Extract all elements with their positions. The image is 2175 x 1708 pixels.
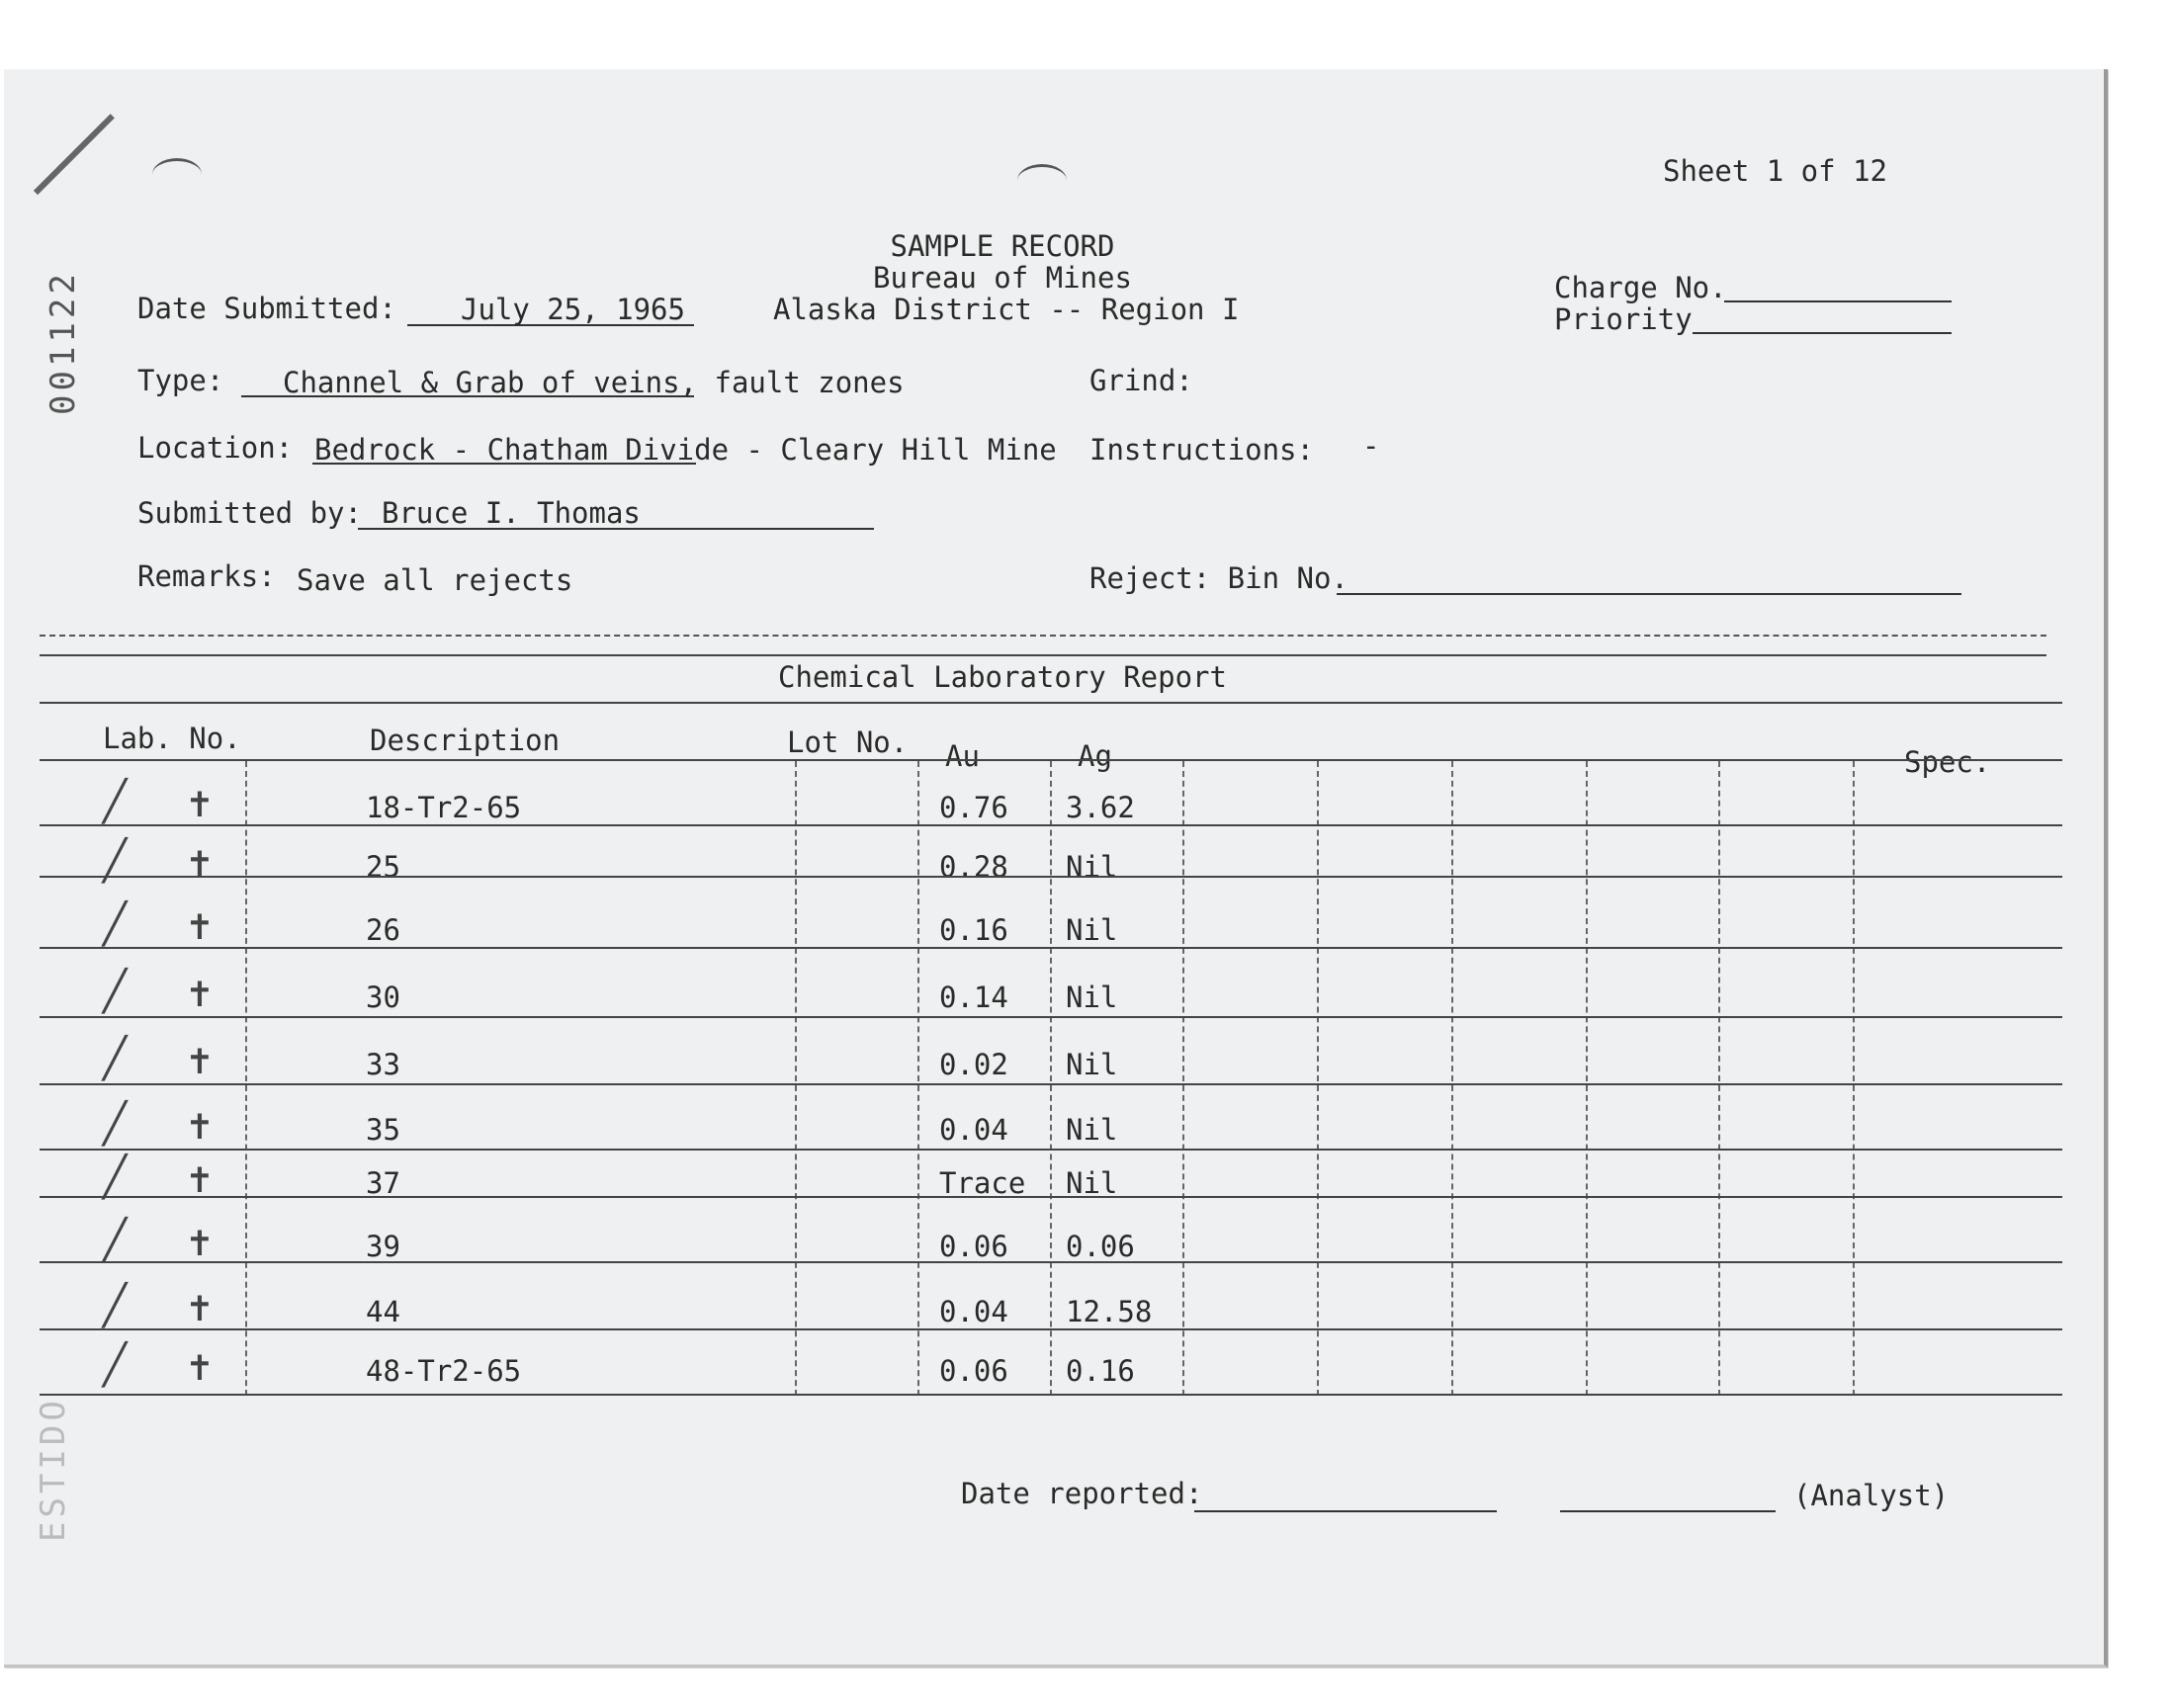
row-ag-value: 0.16 [1066,1354,1135,1388]
row-au-value: 0.04 [939,1113,1008,1147]
table-column-divider [1050,761,1052,1396]
date-reported-label: Date reported: [961,1477,1203,1510]
table-column-divider [917,761,919,1396]
separator-solid-line [40,654,2046,656]
lab-check-mark-icon: ✝ [188,1156,213,1202]
charge-no-label: Charge No. [1554,271,1727,304]
location-label: Location: [137,431,294,465]
date-submitted-value: July 25, 1965 [461,293,685,326]
row-ag-value: 12.58 [1066,1295,1153,1328]
row-au-value: 0.16 [939,913,1008,947]
header-lab-no: Lab. No. [103,722,241,755]
table-column-divider [1182,761,1184,1396]
lab-check-mark-icon: ✝ [188,1344,213,1390]
lab-check-mark-icon: ╱ [103,1101,128,1147]
table-row-rule [40,1083,2062,1085]
row-description: 33 [366,1048,400,1081]
reject-bin-label: Reject: Bin No. [1089,561,1348,595]
lab-check-mark-icon: ✝ [188,781,213,826]
row-au-value: 0.06 [939,1354,1008,1388]
row-description: 48-Tr2-65 [366,1354,522,1388]
separator-dashed-line [40,635,2046,637]
header-rule [40,759,2062,761]
row-ag-value: Nil [1066,1166,1118,1200]
lab-check-mark-icon: ╱ [103,838,128,884]
row-ag-value: Nil [1066,913,1118,947]
stamp-number-bottom: ESTIDO [34,1397,73,1542]
table-column-divider [245,761,247,1396]
table-row-rule [40,1261,2062,1263]
row-description: 26 [366,913,400,947]
row-description: 30 [366,981,400,1014]
row-description: 44 [366,1295,400,1328]
lab-check-mark-icon: ✝ [188,903,213,949]
lab-check-mark-icon: ╱ [103,1283,128,1328]
lab-check-mark-icon: ✝ [188,971,213,1016]
bureau-name: Bureau of Mines [873,261,1132,295]
row-ag-value: Nil [1066,850,1118,884]
row-au-value: Trace [939,1166,1026,1200]
table-column-divider [1718,761,1720,1396]
row-au-value: 0.14 [939,981,1008,1014]
analyst-signature-line [1560,1510,1776,1512]
row-ag-value: 0.06 [1066,1230,1135,1263]
lab-check-mark-icon: ╱ [103,1218,128,1263]
sheet-number [1663,154,1887,188]
lab-check-mark-icon: ✝ [188,1038,213,1083]
header-spec: Spec. [1904,745,1991,779]
submitted-by-label: Submitted by: [137,496,362,530]
table-column-divider [1853,761,1855,1396]
lab-check-mark-icon: ╱ [103,779,128,824]
lab-check-mark-icon: ✝ [188,1285,213,1330]
reject-bin-line [1337,593,1961,595]
row-description: 25 [366,850,400,884]
row-au-value: 0.02 [939,1048,1008,1081]
priority-line [1693,332,1952,334]
report-title: Chemical Laboratory Report [778,660,1227,694]
type-value-part2: fault zones [714,366,905,399]
lab-check-mark-icon: ✝ [188,840,213,886]
table-row-rule [40,1016,2062,1018]
submitted-by-value: Bruce I. Thomas [382,496,641,530]
lab-check-mark-icon: ╱ [103,1154,128,1200]
sheet-label: Sheet 1 of [1663,154,1836,188]
header-description: Description [370,724,561,757]
header-lot-no: Lot No. [787,726,909,759]
lab-check-mark-icon: ╱ [103,1036,128,1081]
sample-record-sheet [4,69,2108,1667]
table-row-rule [40,1328,2062,1330]
row-au-value: 0.28 [939,850,1008,884]
table-row-rule [40,824,2062,826]
staple-mark-icon [34,114,115,195]
row-ag-value: Nil [1066,981,1118,1014]
location-value-part2: - Cleary Hill Mine [745,433,1057,467]
lab-check-mark-icon: ╱ [103,1342,128,1388]
remarks-label: Remarks: [137,559,276,593]
row-ag-value: Nil [1066,1048,1118,1081]
row-au-value: 0.06 [939,1230,1008,1263]
remarks-value: Save all rejects [297,563,573,597]
table-column-divider [795,761,797,1396]
location-value [314,433,1057,467]
type-value [283,366,905,399]
instructions-label: Instructions: [1089,433,1314,467]
header-au: Au [945,739,980,773]
charge-no-line [1724,300,1952,302]
row-au-value: 0.04 [939,1295,1008,1328]
instructions-value: - [1362,429,1380,463]
stamp-number-top: 001122 [44,270,83,415]
row-ag-value: Nil [1066,1113,1118,1147]
lab-check-mark-icon: ✝ [188,1220,213,1265]
table-top-rule [40,702,2062,704]
location-value-part1: Bedrock - Chatham Divide [314,433,730,467]
row-description: 39 [366,1230,400,1263]
type-value-part1: Channel & Grab of veins, [283,366,698,399]
lab-check-mark-icon: ✝ [188,1103,213,1149]
analyst-label: (Analyst) [1793,1479,1950,1512]
lab-check-mark-icon: ╱ [103,969,128,1014]
date-submitted-label: Date Submitted: [137,292,396,325]
lab-check-mark-icon: ╱ [103,901,128,947]
row-description: 18-Tr2-65 [366,791,522,824]
table-row-rule [40,1196,2062,1198]
row-au-value: 0.76 [939,791,1008,824]
row-description: 35 [366,1113,400,1147]
row-ag-value: 3.62 [1066,791,1135,824]
table-row-rule [40,947,2062,949]
punch-hole-mark-left [152,158,202,191]
priority-label: Priority [1554,302,1693,336]
table-column-divider [1317,761,1319,1396]
table-column-divider [1451,761,1453,1396]
header-ag: Ag [1078,739,1112,773]
type-label: Type: [137,364,224,397]
punch-hole-mark-center [1017,164,1067,197]
date-reported-line [1194,1510,1497,1512]
sheet-total: 12 [1853,154,1887,188]
row-description: 37 [366,1166,400,1200]
district-name: Alaska District -- Region I [773,293,1240,326]
table-column-divider [1586,761,1588,1396]
record-title: SAMPLE RECORD [890,229,1115,263]
table-row-rule [40,876,2062,878]
grind-label: Grind: [1089,364,1193,397]
table-row-rule [40,1149,2062,1151]
table-row-rule [40,1394,2062,1396]
